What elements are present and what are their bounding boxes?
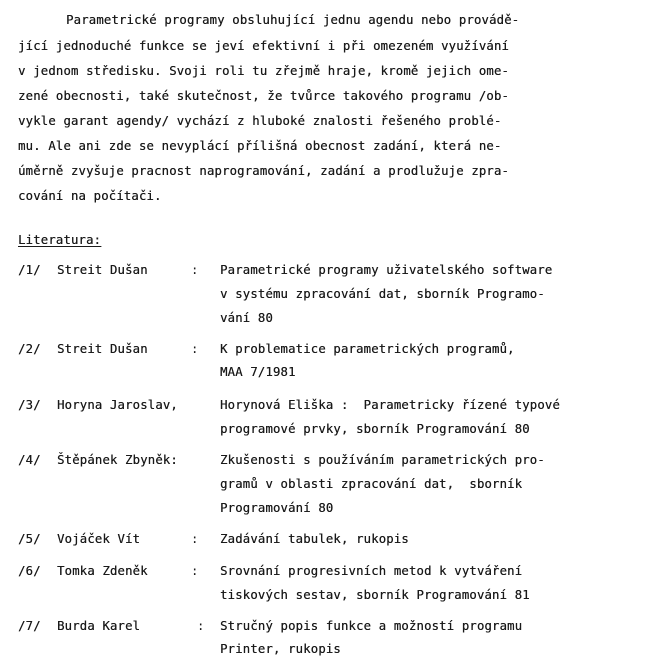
- reference-title-line: Horynová Eliška : Parametricky řízené typové: [220, 398, 560, 412]
- reference-title-line: tiskových sestav, sborník Programování 81: [220, 588, 530, 602]
- reference-title-line: gramů v oblasti zpracování dat, sborník: [220, 477, 523, 491]
- literature-heading: Literatura:: [18, 233, 102, 247]
- reference-title-line: K problematice parametrických programů,: [220, 342, 515, 356]
- reference-separator: :: [191, 564, 199, 578]
- reference-title-line: programové prvky, sborník Programování 80: [220, 422, 530, 436]
- reference-number: /6/: [18, 564, 41, 578]
- reference-title-line: MAA 7/1981: [220, 365, 296, 379]
- reference-separator: :: [197, 619, 205, 633]
- reference-title-line: Zadávání tabulek, rukopis: [220, 532, 409, 546]
- reference-author: Streit Dušan: [57, 342, 148, 356]
- reference-number: /2/: [18, 342, 41, 356]
- paragraph-line: úměrně zvyšuje pracnost naprogramování, zadání a prodlužuje zpra-: [18, 164, 509, 178]
- reference-author: Tomka Zdeněk: [57, 564, 148, 578]
- reference-title-line: Parametrické programy uživatelského software: [220, 263, 553, 277]
- paragraph-line: vykle garant agendy/ vychází z hluboké znalosti řešeného problé-: [18, 114, 502, 128]
- reference-title-line: Zkušenosti s používáním parametrických pro-: [220, 453, 545, 467]
- reference-separator: :: [191, 342, 199, 356]
- reference-author: Streit Dušan: [57, 263, 148, 277]
- reference-author: Horyna Jaroslav,: [57, 398, 178, 412]
- reference-title-line: vání 80: [220, 311, 273, 325]
- reference-number: /1/: [18, 263, 41, 277]
- paragraph-line: Parametrické programy obsluhující jednu agendu nebo provádě-: [66, 13, 520, 27]
- reference-title-line: Stručný popis funkce a možností programu: [220, 619, 523, 633]
- reference-author: Štěpánek Zbyněk:: [57, 453, 178, 467]
- reference-separator: :: [191, 532, 199, 546]
- reference-number: /5/: [18, 532, 41, 546]
- reference-author: Vojáček Vít: [57, 532, 141, 546]
- paragraph-line: mu. Ale ani zde se nevyplácí přílišná obecnost zadání, která ne-: [18, 139, 502, 153]
- reference-number: /4/: [18, 453, 41, 467]
- reference-title-line: Programování 80: [220, 501, 334, 515]
- reference-number: /7/: [18, 619, 41, 633]
- paragraph-line: jící jednoduché funkce se jeví efektivní i při omezeném využívání: [18, 39, 509, 53]
- reference-author: Burda Karel: [57, 619, 141, 633]
- paragraph-line: cování na počítači.: [18, 189, 162, 203]
- reference-title-line: Srovnání progresivních metod k vytváření: [220, 564, 523, 578]
- paragraph-line: zené obecnosti, také skutečnost, že tvůrce takového programu /ob-: [18, 89, 509, 103]
- paragraph-line: v jednom středisku. Svoji roli tu zřejmě hraje, kromě jejich ome-: [18, 64, 509, 78]
- reference-title-line: Printer, rukopis: [220, 642, 341, 656]
- reference-title-line: v systému zpracování dat, sborník Programo-: [220, 287, 545, 301]
- reference-number: /3/: [18, 398, 41, 412]
- reference-separator: :: [191, 263, 199, 277]
